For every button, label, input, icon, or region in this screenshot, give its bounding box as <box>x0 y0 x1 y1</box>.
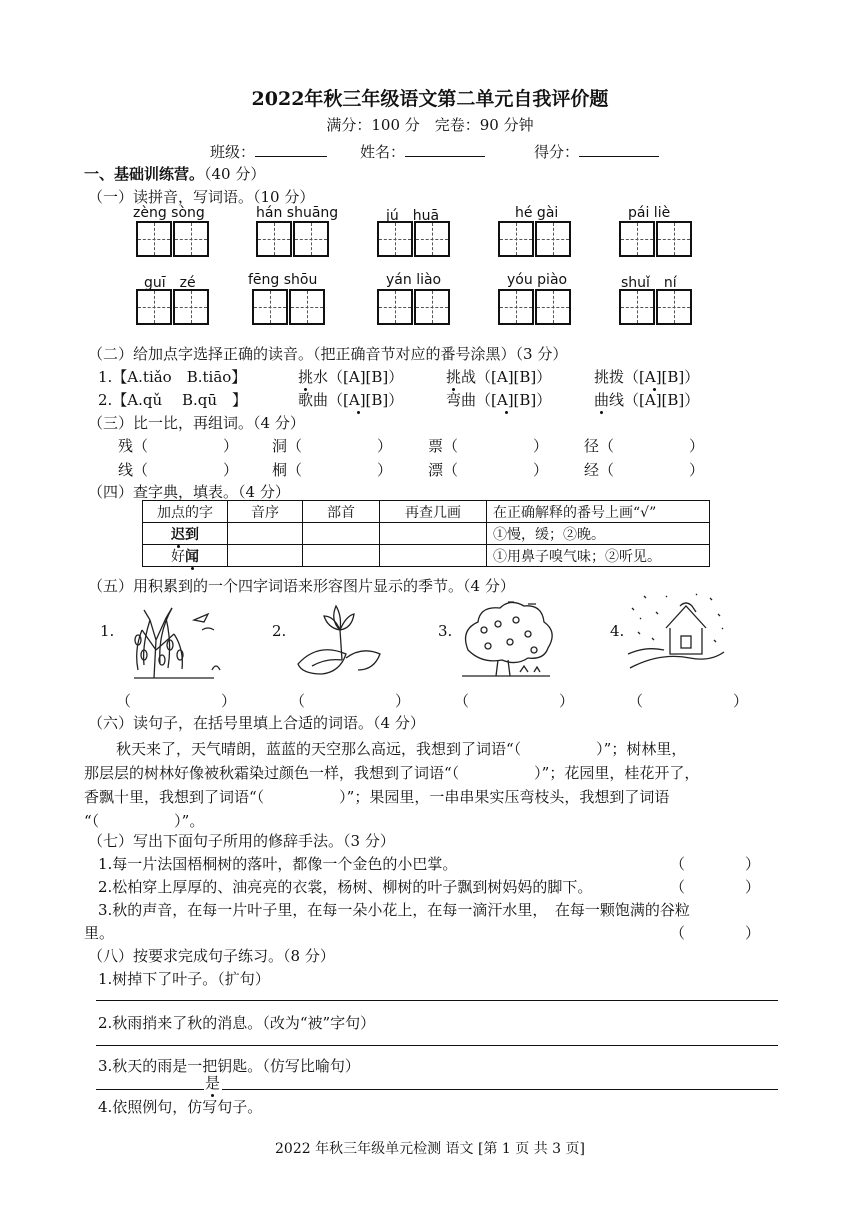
pinyin-label: hán shuāng <box>256 205 339 221</box>
shi-char <box>205 1072 220 1093</box>
page-title: 2022年秋三年级语文第二单元自我评价题 <box>251 88 609 110</box>
q6-passage-line[interactable]: 那层层的树林好像被秋霜染过颜色一样，我想到了词语“（ ）”；花园里，桂花开了， <box>84 764 700 782</box>
picture-answer-blank[interactable]: （ ） <box>454 692 575 710</box>
pinyin-label: jú huā <box>386 208 440 224</box>
char-box[interactable] <box>414 221 450 257</box>
rhetoric-answer-blank[interactable]: （ ） <box>670 924 761 942</box>
q2-row1-item2[interactable] <box>446 366 551 387</box>
dotted-char: 挑 <box>298 368 314 386</box>
q6-passage-line[interactable]: 香飘十里，我想到了词语“（ ）”；果园里，一串串果实压弯枝头，我想到了词语 <box>84 788 670 806</box>
q7-title: （七）写出下面句子所用的修辞手法。（3 分） <box>88 832 395 850</box>
score-blank[interactable] <box>579 142 659 157</box>
pinyin-label: yán liào <box>386 272 442 288</box>
word-cell <box>143 545 228 567</box>
pinyin-label: zèng sòng <box>133 205 205 221</box>
summer-lotus-picture <box>292 600 388 680</box>
winter-snow-house-picture <box>626 588 726 680</box>
pinyin-label: pái liè <box>628 205 671 221</box>
answer-cell[interactable] <box>228 523 303 545</box>
pinyin-label: shuǐ ní <box>621 275 677 291</box>
q4-title: （四）查字典，填表。（4 分） <box>88 483 290 501</box>
item-text: 歌 <box>298 391 314 409</box>
exam-meta: 满分：100 分 完卷：90 分钟 <box>326 116 534 134</box>
picture-answer-blank[interactable]: （ ） <box>116 692 237 710</box>
column-header: 加点的字 <box>143 501 228 523</box>
section-heading <box>84 163 265 184</box>
compare-item[interactable]: 线（ ） <box>118 461 239 479</box>
picture-answer-blank[interactable]: （ ） <box>628 692 749 710</box>
dotted-char: 曲（[A][B]） <box>461 391 552 409</box>
score-field <box>534 141 659 162</box>
answer-cell[interactable] <box>228 545 303 567</box>
item-text: 战（[A][B]） <box>461 368 552 386</box>
score-label: 得分： <box>534 143 580 161</box>
name-field <box>360 141 485 162</box>
meaning-cell[interactable]: ①慢，缓；②晚。 <box>487 523 710 545</box>
char-box[interactable] <box>173 289 209 325</box>
compare-item[interactable]: 洞（ ） <box>272 437 393 455</box>
q2-row1-options: 1.【A.tiǎo B.tiāo】 <box>98 368 247 386</box>
q8-prompt: 3.秋天的雨是一把钥匙。（仿写比喻句） <box>98 1057 360 1075</box>
q7-sentence: 1.每一片法国梧桐树的落叶，都像一个金色的小巴掌。 <box>98 855 458 873</box>
picture-answer-blank[interactable]: （ ） <box>290 692 411 710</box>
spring-willow-picture <box>124 600 224 680</box>
q3-title: （三）比一比，再组词。（4 分） <box>88 414 305 432</box>
answer-cell[interactable] <box>303 523 380 545</box>
q7-sentence: 2.松柏穿上厚厚的、油亮亮的衣裳，杨树、柳树的叶子飘到树妈妈的脚下。 <box>98 878 593 896</box>
word-cell <box>143 523 228 545</box>
q5-title: （五）用积累到的一个四字词语来形容图片显示的季节。（4 分） <box>88 577 515 595</box>
column-header: 部首 <box>303 501 380 523</box>
q2-row1-item1[interactable] <box>298 366 403 387</box>
dotted-char: 拨（[A][B]） <box>609 368 700 386</box>
char-box[interactable] <box>619 221 655 257</box>
answer-cell[interactable] <box>380 545 487 567</box>
table-row <box>143 545 710 567</box>
dotted-char: 迟 <box>171 526 185 543</box>
q6-passage-line[interactable]: 秋天来了，天气晴朗，蓝蓝的天空那么高远，我想到了词语“（ ）”；树林里， <box>116 740 687 758</box>
pinyin-label: guī zé <box>144 275 196 291</box>
item-text: 线（[A][B]） <box>609 391 700 409</box>
pinyin-label: hé gài <box>515 205 559 221</box>
char-box[interactable] <box>656 289 692 325</box>
q2-row2-item3[interactable] <box>594 389 699 410</box>
compare-item[interactable]: 径（ ） <box>584 437 705 455</box>
dotted-char: 曲（[A][B]） <box>313 391 404 409</box>
section-title: 一、基础训练营。 <box>84 165 205 183</box>
answer-cell[interactable] <box>303 545 380 567</box>
meaning-cell[interactable]: ①用鼻子嗅气味；②听见。 <box>487 545 710 567</box>
q6-title: （六）读句子，在括号里填上合适的词语。（4 分） <box>88 714 425 732</box>
section-points: （40 分） <box>204 165 266 183</box>
picture-number: 1. <box>100 622 115 640</box>
table-header-row <box>143 501 710 523</box>
picture-number: 4. <box>610 622 625 640</box>
dotted-char: 闻 <box>185 548 199 565</box>
answer-line[interactable] <box>222 1089 778 1090</box>
autumn-fruit-tree-picture <box>458 600 554 680</box>
answer-line[interactable] <box>96 1045 778 1046</box>
q2-row2-item1[interactable] <box>298 389 403 410</box>
table-row <box>143 523 710 545</box>
q7-sentence: 3.秋的声音，在每一片叶子里，在每一朵小花上，在每一滴汗水里， 在每一颗饱满的谷粒 <box>98 901 690 919</box>
compare-item[interactable]: 桐（ ） <box>272 461 393 479</box>
page-footer: 2022 年秋三年级单元检测 语文 [第 1 页 共 3 页] <box>275 1141 585 1157</box>
answer-line[interactable] <box>96 1089 204 1090</box>
char-box[interactable] <box>136 221 172 257</box>
column-header: 再查几画 <box>380 501 487 523</box>
class-label: 班级： <box>210 143 256 161</box>
dotted-char: 曲 <box>594 391 610 409</box>
pinyin-label: yóu piào <box>507 272 568 288</box>
char-box[interactable] <box>377 221 413 257</box>
char-box[interactable] <box>535 289 571 325</box>
q2-title: （二）给加点字选择正确的读音。（把正确音节对应的番号涂黑）（3 分） <box>88 345 568 363</box>
compare-item[interactable]: 票（ ） <box>428 437 549 455</box>
q7-sentence-end: 里。 <box>84 924 115 942</box>
class-field <box>210 141 327 162</box>
q1-title: （一）读拼音，写词语。（10 分） <box>88 188 315 206</box>
char-box[interactable] <box>498 221 534 257</box>
class-blank[interactable] <box>255 142 327 157</box>
q2-row2-options: 2.【A.qǔ B.qū 】 <box>98 391 247 409</box>
item-text: 挑 <box>594 368 610 386</box>
item-text: 水（[A][B]） <box>313 368 404 386</box>
q8-title: （八）按要求完成句子练习。（8 分） <box>88 947 335 965</box>
compare-item[interactable]: 经（ ） <box>584 461 705 479</box>
cell-text: 好 <box>171 548 185 565</box>
answer-cell[interactable] <box>380 523 487 545</box>
char-box[interactable] <box>136 289 172 325</box>
q6-passage-line[interactable]: “（ ）”。 <box>84 812 205 830</box>
char-box[interactable] <box>619 289 655 325</box>
q2-row1-item3[interactable] <box>594 366 699 387</box>
char-box[interactable] <box>535 221 571 257</box>
char-box[interactable] <box>289 289 325 325</box>
dictionary-table <box>142 500 710 567</box>
column-header: 音序 <box>228 501 303 523</box>
dotted-char: 挑 <box>446 368 462 386</box>
compare-item[interactable]: 残（ ） <box>118 437 239 455</box>
q8-prompt: 2.秋雨捎来了秋的消息。（改为“被”字句） <box>98 1014 376 1032</box>
name-label: 姓名： <box>360 143 406 161</box>
answer-line[interactable] <box>96 1000 778 1001</box>
picture-number: 3. <box>438 622 453 640</box>
char-box[interactable] <box>173 221 209 257</box>
char-box[interactable] <box>414 289 450 325</box>
picture-number: 2. <box>272 622 287 640</box>
char-box[interactable] <box>252 289 288 325</box>
q8-prompt: 1.树掉下了叶子。（扩句） <box>98 970 270 988</box>
rhetoric-answer-blank[interactable]: （ ） <box>670 878 761 896</box>
dotted-char: 是 <box>205 1074 221 1092</box>
char-box[interactable] <box>498 289 534 325</box>
char-box[interactable] <box>256 221 292 257</box>
rhetoric-answer-blank[interactable]: （ ） <box>670 855 761 873</box>
item-text: 弯 <box>446 391 462 409</box>
name-blank[interactable] <box>405 142 485 157</box>
q2-row2-item2[interactable] <box>446 389 551 410</box>
char-box[interactable] <box>377 289 413 325</box>
q8-prompt: 4.依照例句，仿写句子。 <box>98 1098 263 1116</box>
pinyin-label: fēng shōu <box>248 272 318 288</box>
column-header: 在正确解释的番号上画“√” <box>487 501 710 523</box>
char-box[interactable] <box>656 221 692 257</box>
cell-text: 到 <box>185 526 199 543</box>
char-box[interactable] <box>293 221 329 257</box>
compare-item[interactable]: 漂（ ） <box>428 461 549 479</box>
